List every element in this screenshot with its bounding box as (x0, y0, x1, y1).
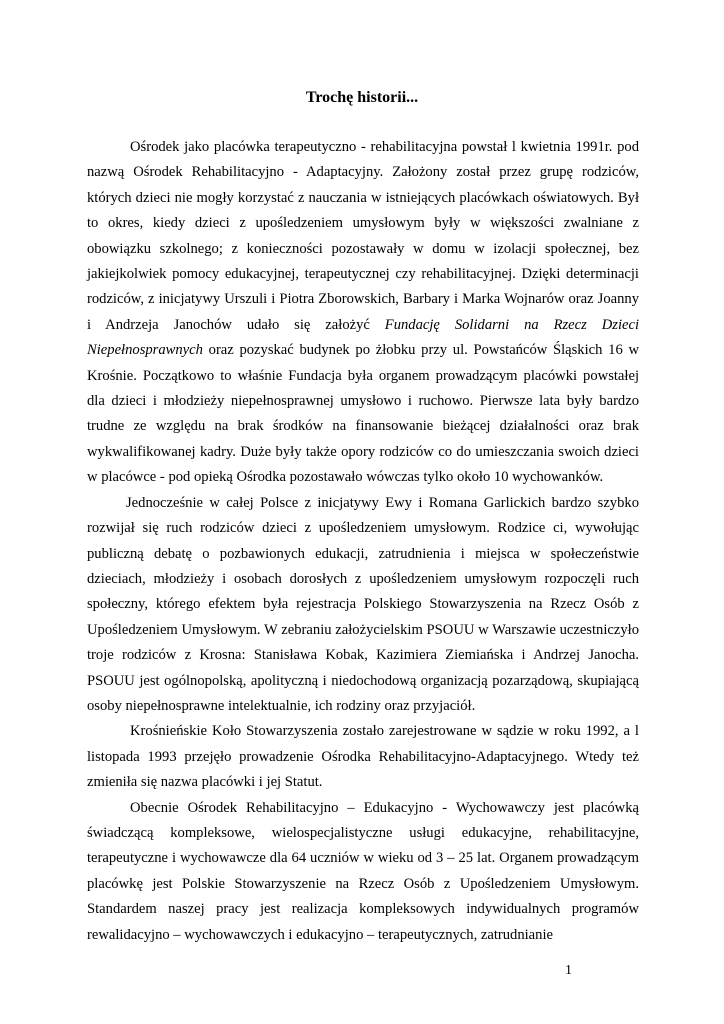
paragraph-1-text-a: Ośrodek jako placówka terapeutyczno - rehabilitacyjna powstał l kwietnia 1991r. pod nazwą Ośrodek Rehabilitacyjno - Adaptacyjny. Założony został przez grupę rodziców, których dzieci nie mogły korzystać z nauczania w istniejących placówkach oświatowych. Był to okres, kiedy dzieci z upośledzeniem umysłowym były w większości zwalniane z obowiązku szkolnego; z konieczności pozostawały w domu w izolacji społecznej, bez jakiejkolwiek pomocy edukacyjnej, terapeutycznej czy rehabilitacyjnej. Dzięki determinacji rodziców, z inicjatywy Urszuli i Piotra Zborowskich, Barbary i Marka Wojnarów oraz Joanny i Andrzeja Janochów udało się założyć (87, 139, 639, 333)
paragraph-1 (87, 135, 639, 491)
paragraph-4: Obecnie Ośrodek Rehabilitacyjno – Edukacyjno - Wychowawczy jest placówką świadczącą kompleksowe, wielospecjalistyczne usługi edukacyjne, rehabilitacyjne, terapeutyczne i wychowawcze dla 64 uczniów w wieku od 3 – 25 lat. Organem prowadzącym placówkę jest Polskie Stowarzyszenie na Rzecz Osób z Upośledzeniem Umysłowym. Standardem naszej pracy jest realizacja kompleksowych indywidualnych programów rewalidacyjno – wychowawczych i edukacyjno – terapeutycznych, zatrudnianie (87, 799, 639, 943)
page-title: Trochę historii... (305, 89, 419, 106)
foundation-name: Fundację Solidarni na Rzecz Dzieci Niepełnosprawnych (87, 316, 640, 359)
paragraph-1-text-b: oraz pozyskać budynek po żłobku przy ul. Powstańców Śląskich 16 w Krośnie. Początkowo to właśnie Fundacja była organem prowadzącym placówki powstałej dla dzieci i młodzieży niepełnosprawnej umysłowo i ruchowo. Pierwsze lata były bardzo trudne ze względu na brak środków na finansowanie bieżącej działalności oraz brak wykwalifikowanej kadry. Duże były także opory rodziców co do umieszczania swoich dzieci w placówce - pod opieką Ośrodka pozostawało wówczas tylko około 10 wychowanków. (87, 342, 639, 486)
paragraph-3: Krośnieńskie Koło Stowarzyszenia zostało zarejestrowane w sądzie w roku 1992, a l listopada 1993 przejęło prowadzenie Ośrodka Rehabilitacyjno-Adaptacyjnego. Wtedy też zmieniła się nazwa placówki i jej Statut. (87, 723, 639, 791)
document-body (87, 135, 639, 948)
page-number: 1 (565, 963, 572, 978)
paragraph-2: Jednocześnie w całej Polsce z inicjatywy Ewy i Romana Garlickich bardzo szybko rozwijał się ruch rodziców dzieci z upośledzeniem umysłowym. Rodzice ci, wywołując publiczną debatę o pozbawionych edukacji, zatrudnienia i miejsca w społeczeństwie dzieciach, młodzieży i osobach dorosłych z upośledzeniem umysłowym rozpoczęli ruch społeczny, którego efektem była rejestracja Polskiego Stowarzyszenia na Rzecz Osób z Upośledzeniem Umysłowym. W zebraniu założycielskim PSOUU w Warszawie uczestniczyło troje rodziców z Krosna: Stanisława Kobak, Kazimiera Ziemiańska i Andrzej Janocha. PSOUU jest ogólnopolską, apolityczną i niedochodową organizacją pozarządową, skupiającą osoby niepełnosprawne intelektualnie, ich rodziny oraz przyjaciół. (87, 494, 639, 714)
